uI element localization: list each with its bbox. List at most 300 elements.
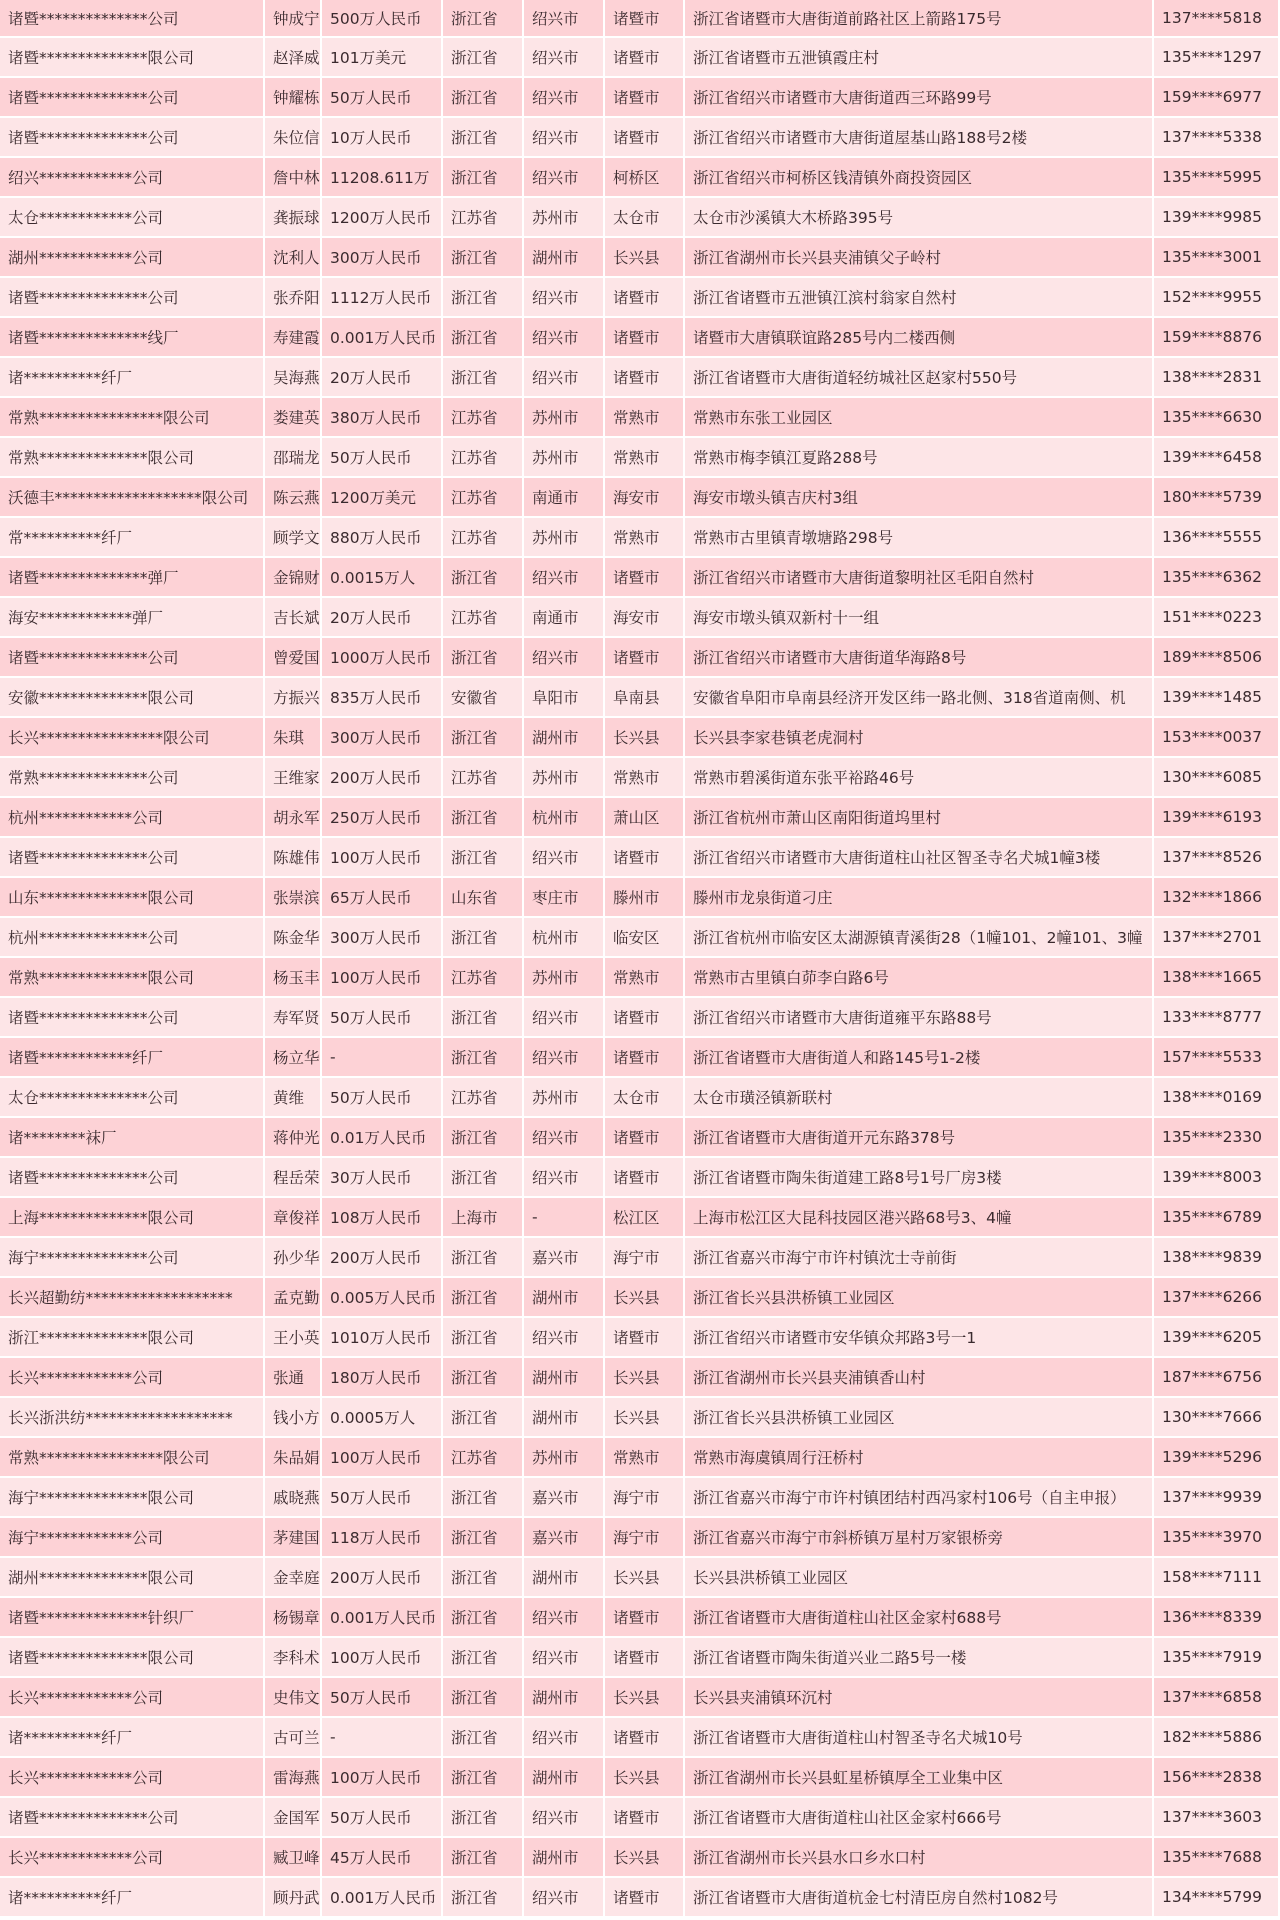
city-cell: 苏州市 bbox=[524, 958, 605, 998]
address-cell: 浙江省诸暨市大唐街道柱山村智圣寺名犬城10号 bbox=[685, 1718, 1154, 1758]
city-cell: 绍兴市 bbox=[524, 1118, 605, 1158]
district-cell: 常熟市 bbox=[605, 518, 685, 558]
company-name-cell: 诸暨**************公司 bbox=[0, 998, 265, 1038]
city-cell: 湖州市 bbox=[524, 1558, 605, 1598]
province-cell: 浙江省 bbox=[443, 1278, 524, 1318]
legal-person-cell: 雷海燕 bbox=[265, 1758, 322, 1798]
district-cell: 诸暨市 bbox=[605, 1598, 685, 1638]
province-cell: 江苏省 bbox=[443, 478, 524, 518]
registered-capital-cell: 100万人民币 bbox=[322, 1638, 443, 1678]
city-cell: 南通市 bbox=[524, 478, 605, 518]
company-name-cell: 诸暨**************线厂 bbox=[0, 318, 265, 358]
address-cell: 常熟市梅李镇江夏路288号 bbox=[685, 438, 1154, 478]
registered-capital-cell: 200万人民币 bbox=[322, 758, 443, 798]
legal-person-cell: 黄维 bbox=[265, 1078, 322, 1118]
registered-capital-cell: 45万人民币 bbox=[322, 1838, 443, 1878]
registered-capital-cell: 0.001万人民币 bbox=[322, 318, 443, 358]
province-cell: 浙江省 bbox=[443, 1878, 524, 1918]
city-cell: 绍兴市 bbox=[524, 118, 605, 158]
district-cell: 诸暨市 bbox=[605, 318, 685, 358]
address-cell: 浙江省诸暨市大唐街道轻纺城社区赵家村550号 bbox=[685, 358, 1154, 398]
registered-capital-cell: - bbox=[322, 1718, 443, 1758]
city-cell: 湖州市 bbox=[524, 1758, 605, 1798]
phone-cell: 138****9839 bbox=[1154, 1238, 1280, 1278]
district-cell: 长兴县 bbox=[605, 1358, 685, 1398]
company-name-cell: 常熟**************限公司 bbox=[0, 438, 265, 478]
district-cell: 常熟市 bbox=[605, 758, 685, 798]
legal-person-cell: 张通 bbox=[265, 1358, 322, 1398]
phone-cell: 139****5296 bbox=[1154, 1438, 1280, 1478]
province-cell: 浙江省 bbox=[443, 0, 524, 38]
city-cell: 绍兴市 bbox=[524, 558, 605, 598]
phone-cell: 135****6789 bbox=[1154, 1198, 1280, 1238]
legal-person-cell: 金锦财 bbox=[265, 558, 322, 598]
address-cell: 浙江省长兴县洪桥镇工业园区 bbox=[685, 1398, 1154, 1438]
company-name-cell: 常熟**************公司 bbox=[0, 758, 265, 798]
district-cell: 诸暨市 bbox=[605, 1118, 685, 1158]
registered-capital-cell: 200万人民币 bbox=[322, 1238, 443, 1278]
address-cell: 浙江省绍兴市诸暨市大唐街道华海路8号 bbox=[685, 638, 1154, 678]
address-cell: 浙江省诸暨市大唐街道人和路145号1-2楼 bbox=[685, 1038, 1154, 1078]
district-cell: 诸暨市 bbox=[605, 1798, 685, 1838]
company-name-cell: 诸**********纤厂 bbox=[0, 1718, 265, 1758]
district-cell: 诸暨市 bbox=[605, 1718, 685, 1758]
city-cell: 绍兴市 bbox=[524, 1038, 605, 1078]
company-name-cell: 山东**************限公司 bbox=[0, 878, 265, 918]
company-name-cell: 沃德丰*******************限公司 bbox=[0, 478, 265, 518]
table-row bbox=[0, 358, 1280, 398]
province-cell: 浙江省 bbox=[443, 998, 524, 1038]
table-row bbox=[0, 878, 1280, 918]
province-cell: 浙江省 bbox=[443, 1358, 524, 1398]
phone-cell: 137****8526 bbox=[1154, 838, 1280, 878]
company-name-cell: 诸暨**************公司 bbox=[0, 118, 265, 158]
legal-person-cell: 寿军贤 bbox=[265, 998, 322, 1038]
table-row bbox=[0, 158, 1280, 198]
company-name-cell: 诸暨**************公司 bbox=[0, 278, 265, 318]
company-name-cell: 诸********袜厂 bbox=[0, 1118, 265, 1158]
district-cell: 长兴县 bbox=[605, 238, 685, 278]
table-row bbox=[0, 1638, 1280, 1678]
legal-person-cell: 程岳荣 bbox=[265, 1158, 322, 1198]
table-row bbox=[0, 1438, 1280, 1478]
legal-person-cell: 詹中林 bbox=[265, 158, 322, 198]
address-cell: 浙江省嘉兴市海宁市许村镇团结村西冯家村106号（自主申报） bbox=[685, 1478, 1154, 1518]
province-cell: 浙江省 bbox=[443, 1798, 524, 1838]
district-cell: 长兴县 bbox=[605, 1398, 685, 1438]
company-name-cell: 上海**************限公司 bbox=[0, 1198, 265, 1238]
legal-person-cell: 李科术 bbox=[265, 1638, 322, 1678]
district-cell: 海宁市 bbox=[605, 1238, 685, 1278]
district-cell: 阜南县 bbox=[605, 678, 685, 718]
legal-person-cell: 史伟文 bbox=[265, 1678, 322, 1718]
phone-cell: 135****6362 bbox=[1154, 558, 1280, 598]
table-row bbox=[0, 1478, 1280, 1518]
city-cell: 绍兴市 bbox=[524, 1318, 605, 1358]
phone-cell: 132****1866 bbox=[1154, 878, 1280, 918]
phone-cell: 135****7688 bbox=[1154, 1838, 1280, 1878]
district-cell: 诸暨市 bbox=[605, 358, 685, 398]
registered-capital-cell: 0.01万人民币 bbox=[322, 1118, 443, 1158]
legal-person-cell: 顾学文 bbox=[265, 518, 322, 558]
province-cell: 浙江省 bbox=[443, 1478, 524, 1518]
address-cell: 浙江省湖州市长兴县水口乡水口村 bbox=[685, 1838, 1154, 1878]
table-row bbox=[0, 318, 1280, 358]
city-cell: 绍兴市 bbox=[524, 1158, 605, 1198]
city-cell: 南通市 bbox=[524, 598, 605, 638]
province-cell: 江苏省 bbox=[443, 438, 524, 478]
province-cell: 浙江省 bbox=[443, 1678, 524, 1718]
registered-capital-cell: 108万人民币 bbox=[322, 1198, 443, 1238]
province-cell: 浙江省 bbox=[443, 1158, 524, 1198]
district-cell: 海宁市 bbox=[605, 1478, 685, 1518]
registered-capital-cell: 300万人民币 bbox=[322, 718, 443, 758]
province-cell: 浙江省 bbox=[443, 38, 524, 78]
phone-cell: 152****9955 bbox=[1154, 278, 1280, 318]
phone-cell: 135****1297 bbox=[1154, 38, 1280, 78]
legal-person-cell: 邵瑞龙 bbox=[265, 438, 322, 478]
district-cell: 常熟市 bbox=[605, 958, 685, 998]
province-cell: 江苏省 bbox=[443, 518, 524, 558]
company-name-cell: 诸暨**************公司 bbox=[0, 638, 265, 678]
company-name-cell: 长兴****************限公司 bbox=[0, 718, 265, 758]
legal-person-cell: 吉长斌 bbox=[265, 598, 322, 638]
table-row bbox=[0, 1798, 1280, 1838]
legal-person-cell: 娄建英 bbox=[265, 398, 322, 438]
province-cell: 浙江省 bbox=[443, 718, 524, 758]
phone-cell: 130****6085 bbox=[1154, 758, 1280, 798]
table-row bbox=[0, 1718, 1280, 1758]
legal-person-cell: 朱位信 bbox=[265, 118, 322, 158]
address-cell: 浙江省诸暨市五泄镇江滨村翁家自然村 bbox=[685, 278, 1154, 318]
address-cell: 浙江省湖州市长兴县虹星桥镇厚全工业集中区 bbox=[685, 1758, 1154, 1798]
legal-person-cell: 臧卫峰 bbox=[265, 1838, 322, 1878]
table-row bbox=[0, 1078, 1280, 1118]
district-cell: 长兴县 bbox=[605, 1838, 685, 1878]
legal-person-cell: 蒋仲光 bbox=[265, 1118, 322, 1158]
province-cell: 浙江省 bbox=[443, 1838, 524, 1878]
company-name-cell: 绍兴************公司 bbox=[0, 158, 265, 198]
province-cell: 江苏省 bbox=[443, 1078, 524, 1118]
legal-person-cell: 钟成宁 bbox=[265, 0, 322, 38]
company-name-cell: 诸暨**************公司 bbox=[0, 1158, 265, 1198]
city-cell: - bbox=[524, 1198, 605, 1238]
company-name-cell: 长兴************公司 bbox=[0, 1678, 265, 1718]
table-row bbox=[0, 78, 1280, 118]
company-name-cell: 海安************弹厂 bbox=[0, 598, 265, 638]
district-cell: 诸暨市 bbox=[605, 0, 685, 38]
district-cell: 诸暨市 bbox=[605, 38, 685, 78]
address-cell: 浙江省嘉兴市海宁市斜桥镇万星村万家银桥旁 bbox=[685, 1518, 1154, 1558]
province-cell: 浙江省 bbox=[443, 1718, 524, 1758]
table-row bbox=[0, 1878, 1280, 1918]
phone-cell: 139****1485 bbox=[1154, 678, 1280, 718]
company-name-cell: 杭州**************公司 bbox=[0, 918, 265, 958]
district-cell: 常熟市 bbox=[605, 438, 685, 478]
registered-capital-cell: 300万人民币 bbox=[322, 238, 443, 278]
city-cell: 绍兴市 bbox=[524, 358, 605, 398]
address-cell: 浙江省杭州市萧山区南阳街道坞里村 bbox=[685, 798, 1154, 838]
company-name-cell: 诸**********纤厂 bbox=[0, 1878, 265, 1918]
address-cell: 浙江省绍兴市诸暨市安华镇众邦路3号一1 bbox=[685, 1318, 1154, 1358]
province-cell: 浙江省 bbox=[443, 318, 524, 358]
registered-capital-cell: 100万人民币 bbox=[322, 1758, 443, 1798]
phone-cell: 137****9939 bbox=[1154, 1478, 1280, 1518]
city-cell: 杭州市 bbox=[524, 798, 605, 838]
company-name-cell: 常熟****************限公司 bbox=[0, 1438, 265, 1478]
registered-capital-cell: 0.0005万人 bbox=[322, 1398, 443, 1438]
address-cell: 海安市墩头镇双新村十一组 bbox=[685, 598, 1154, 638]
phone-cell: 137****5818 bbox=[1154, 0, 1280, 38]
registered-capital-cell: 500万人民币 bbox=[322, 0, 443, 38]
registered-capital-cell: 50万人民币 bbox=[322, 438, 443, 478]
registered-capital-cell: 380万人民币 bbox=[322, 398, 443, 438]
company-name-cell: 长兴************公司 bbox=[0, 1838, 265, 1878]
registered-capital-cell: 50万人民币 bbox=[322, 1478, 443, 1518]
registered-capital-cell: 1200万人民币 bbox=[322, 198, 443, 238]
table-row bbox=[0, 478, 1280, 518]
legal-person-cell: 朱琪 bbox=[265, 718, 322, 758]
company-name-cell: 湖州**************限公司 bbox=[0, 1558, 265, 1598]
registered-capital-cell: 20万人民币 bbox=[322, 598, 443, 638]
company-name-cell: 诸暨************纤厂 bbox=[0, 1038, 265, 1078]
legal-person-cell: 曾爱国 bbox=[265, 638, 322, 678]
address-cell: 浙江省诸暨市陶朱街道兴业二路5号一楼 bbox=[685, 1638, 1154, 1678]
company-name-cell: 诸暨**************公司 bbox=[0, 78, 265, 118]
district-cell: 诸暨市 bbox=[605, 1158, 685, 1198]
table-row bbox=[0, 198, 1280, 238]
registered-capital-cell: 50万人民币 bbox=[322, 1798, 443, 1838]
registered-capital-cell: 100万人民币 bbox=[322, 1438, 443, 1478]
city-cell: 绍兴市 bbox=[524, 1798, 605, 1838]
legal-person-cell: 杨立华 bbox=[265, 1038, 322, 1078]
district-cell: 长兴县 bbox=[605, 718, 685, 758]
province-cell: 浙江省 bbox=[443, 918, 524, 958]
registered-capital-cell: 100万人民币 bbox=[322, 958, 443, 998]
city-cell: 湖州市 bbox=[524, 1278, 605, 1318]
address-cell: 常熟市古里镇白茆李白路6号 bbox=[685, 958, 1154, 998]
company-name-cell: 诸暨**************限公司 bbox=[0, 1638, 265, 1678]
company-name-cell: 常**********纤厂 bbox=[0, 518, 265, 558]
address-cell: 浙江省嘉兴市海宁市许村镇沈士寺前街 bbox=[685, 1238, 1154, 1278]
table-row bbox=[0, 518, 1280, 558]
city-cell: 枣庄市 bbox=[524, 878, 605, 918]
city-cell: 湖州市 bbox=[524, 238, 605, 278]
table-row bbox=[0, 1278, 1280, 1318]
company-name-cell: 诸暨**************弹厂 bbox=[0, 558, 265, 598]
city-cell: 绍兴市 bbox=[524, 278, 605, 318]
address-cell: 太仓市璜泾镇新联村 bbox=[685, 1078, 1154, 1118]
phone-cell: 138****2831 bbox=[1154, 358, 1280, 398]
address-cell: 太仓市沙溪镇大木桥路395号 bbox=[685, 198, 1154, 238]
address-cell: 长兴县洪桥镇工业园区 bbox=[685, 1558, 1154, 1598]
city-cell: 绍兴市 bbox=[524, 318, 605, 358]
phone-cell: 138****1665 bbox=[1154, 958, 1280, 998]
city-cell: 杭州市 bbox=[524, 918, 605, 958]
city-cell: 绍兴市 bbox=[524, 78, 605, 118]
table-row bbox=[0, 1198, 1280, 1238]
district-cell: 诸暨市 bbox=[605, 1318, 685, 1358]
address-cell: 浙江省诸暨市大唐街道开元东路378号 bbox=[685, 1118, 1154, 1158]
table-row bbox=[0, 1838, 1280, 1878]
province-cell: 浙江省 bbox=[443, 1558, 524, 1598]
company-name-cell: 长兴************公司 bbox=[0, 1358, 265, 1398]
company-name-cell: 太仓************公司 bbox=[0, 198, 265, 238]
registered-capital-cell: 835万人民币 bbox=[322, 678, 443, 718]
district-cell: 诸暨市 bbox=[605, 638, 685, 678]
address-cell: 长兴县李家巷镇老虎洞村 bbox=[685, 718, 1154, 758]
table-row bbox=[0, 1238, 1280, 1278]
address-cell: 常熟市东张工业园区 bbox=[685, 398, 1154, 438]
province-cell: 浙江省 bbox=[443, 118, 524, 158]
table-row bbox=[0, 1358, 1280, 1398]
district-cell: 长兴县 bbox=[605, 1278, 685, 1318]
phone-cell: 180****5739 bbox=[1154, 478, 1280, 518]
table-row bbox=[0, 118, 1280, 158]
registered-capital-cell: 0.001万人民币 bbox=[322, 1878, 443, 1918]
province-cell: 浙江省 bbox=[443, 1398, 524, 1438]
table-row bbox=[0, 718, 1280, 758]
phone-cell: 139****6205 bbox=[1154, 1318, 1280, 1358]
table-row bbox=[0, 1598, 1280, 1638]
company-name-cell: 海宁**************限公司 bbox=[0, 1478, 265, 1518]
legal-person-cell: 龚振球 bbox=[265, 198, 322, 238]
legal-person-cell: 金幸庭 bbox=[265, 1558, 322, 1598]
company-name-cell: 诸暨**************公司 bbox=[0, 1798, 265, 1838]
phone-cell: 136****5555 bbox=[1154, 518, 1280, 558]
province-cell: 浙江省 bbox=[443, 158, 524, 198]
city-cell: 嘉兴市 bbox=[524, 1478, 605, 1518]
province-cell: 浙江省 bbox=[443, 558, 524, 598]
company-name-cell: 海宁************公司 bbox=[0, 1518, 265, 1558]
district-cell: 太仓市 bbox=[605, 198, 685, 238]
table-row bbox=[0, 1758, 1280, 1798]
table-row bbox=[0, 958, 1280, 998]
province-cell: 浙江省 bbox=[443, 798, 524, 838]
phone-cell: 159****6977 bbox=[1154, 78, 1280, 118]
district-cell: 太仓市 bbox=[605, 1078, 685, 1118]
phone-cell: 157****5533 bbox=[1154, 1038, 1280, 1078]
registered-capital-cell: 100万人民币 bbox=[322, 838, 443, 878]
phone-cell: 136****8339 bbox=[1154, 1598, 1280, 1638]
table-row bbox=[0, 1678, 1280, 1718]
address-cell: 浙江省诸暨市陶朱街道建工路8号1号厂房3楼 bbox=[685, 1158, 1154, 1198]
table-row bbox=[0, 438, 1280, 478]
table-row bbox=[0, 758, 1280, 798]
company-name-cell: 常熟****************限公司 bbox=[0, 398, 265, 438]
legal-person-cell: 王维家 bbox=[265, 758, 322, 798]
registered-capital-cell: 65万人民币 bbox=[322, 878, 443, 918]
legal-person-cell: 顾丹武 bbox=[265, 1878, 322, 1918]
district-cell: 诸暨市 bbox=[605, 1038, 685, 1078]
province-cell: 浙江省 bbox=[443, 238, 524, 278]
phone-cell: 139****6458 bbox=[1154, 438, 1280, 478]
phone-cell: 135****2330 bbox=[1154, 1118, 1280, 1158]
company-name-cell: 长兴浙洪纺******************* bbox=[0, 1398, 265, 1438]
company-name-cell: 湖州************公司 bbox=[0, 238, 265, 278]
legal-person-cell: 章俊祥 bbox=[265, 1198, 322, 1238]
phone-cell: 137****2701 bbox=[1154, 918, 1280, 958]
city-cell: 湖州市 bbox=[524, 1358, 605, 1398]
province-cell: 江苏省 bbox=[443, 398, 524, 438]
province-cell: 浙江省 bbox=[443, 1038, 524, 1078]
district-cell: 海安市 bbox=[605, 598, 685, 638]
province-cell: 浙江省 bbox=[443, 1318, 524, 1358]
address-cell: 浙江省诸暨市五泄镇霞庄村 bbox=[685, 38, 1154, 78]
city-cell: 苏州市 bbox=[524, 398, 605, 438]
district-cell: 临安区 bbox=[605, 918, 685, 958]
address-cell: 浙江省诸暨市大唐街道杭金七村清臣房自然村1082号 bbox=[685, 1878, 1154, 1918]
address-cell: 浙江省诸暨市大唐街道柱山社区金家村688号 bbox=[685, 1598, 1154, 1638]
district-cell: 诸暨市 bbox=[605, 78, 685, 118]
district-cell: 诸暨市 bbox=[605, 838, 685, 878]
phone-cell: 159****8876 bbox=[1154, 318, 1280, 358]
registered-capital-cell: 1010万人民币 bbox=[322, 1318, 443, 1358]
phone-cell: 137****3603 bbox=[1154, 1798, 1280, 1838]
legal-person-cell: 张乔阳 bbox=[265, 278, 322, 318]
city-cell: 嘉兴市 bbox=[524, 1518, 605, 1558]
registered-capital-cell: 1112万人民币 bbox=[322, 278, 443, 318]
address-cell: 滕州市龙泉街道刁庄 bbox=[685, 878, 1154, 918]
table-row bbox=[0, 1518, 1280, 1558]
province-cell: 江苏省 bbox=[443, 958, 524, 998]
registered-capital-cell: 118万人民币 bbox=[322, 1518, 443, 1558]
registered-capital-cell: 0.005万人民币 bbox=[322, 1278, 443, 1318]
address-cell: 浙江省诸暨市大唐街道柱山社区金家村666号 bbox=[685, 1798, 1154, 1838]
legal-person-cell: 古可兰 bbox=[265, 1718, 322, 1758]
address-cell: 海安市墩头镇吉庆村3组 bbox=[685, 478, 1154, 518]
city-cell: 绍兴市 bbox=[524, 158, 605, 198]
company-name-cell: 浙江**************限公司 bbox=[0, 1318, 265, 1358]
legal-person-cell: 钱小方 bbox=[265, 1398, 322, 1438]
company-name-cell: 诸暨**************公司 bbox=[0, 838, 265, 878]
table-row bbox=[0, 798, 1280, 838]
district-cell: 常熟市 bbox=[605, 1438, 685, 1478]
city-cell: 苏州市 bbox=[524, 758, 605, 798]
city-cell: 湖州市 bbox=[524, 1678, 605, 1718]
table-row bbox=[0, 1158, 1280, 1198]
province-cell: 浙江省 bbox=[443, 638, 524, 678]
city-cell: 阜阳市 bbox=[524, 678, 605, 718]
legal-person-cell: 王小英 bbox=[265, 1318, 322, 1358]
registered-capital-cell: 20万人民币 bbox=[322, 358, 443, 398]
address-cell: 浙江省绍兴市诸暨市大唐街道雍平东路88号 bbox=[685, 998, 1154, 1038]
registered-capital-cell: 101万美元 bbox=[322, 38, 443, 78]
phone-cell: 134****5799 bbox=[1154, 1878, 1280, 1918]
legal-person-cell: 朱品娟 bbox=[265, 1438, 322, 1478]
legal-person-cell: 戚晓燕 bbox=[265, 1478, 322, 1518]
registered-capital-cell: 250万人民币 bbox=[322, 798, 443, 838]
city-cell: 湖州市 bbox=[524, 1838, 605, 1878]
registered-capital-cell: 300万人民币 bbox=[322, 918, 443, 958]
registered-capital-cell: 50万人民币 bbox=[322, 78, 443, 118]
legal-person-cell: 赵泽威 bbox=[265, 38, 322, 78]
city-cell: 嘉兴市 bbox=[524, 1238, 605, 1278]
address-cell: 浙江省湖州市长兴县夹浦镇父子岭村 bbox=[685, 238, 1154, 278]
phone-cell: 182****5886 bbox=[1154, 1718, 1280, 1758]
phone-cell: 153****0037 bbox=[1154, 718, 1280, 758]
city-cell: 苏州市 bbox=[524, 438, 605, 478]
city-cell: 绍兴市 bbox=[524, 838, 605, 878]
city-cell: 绍兴市 bbox=[524, 38, 605, 78]
registered-capital-cell: 30万人民币 bbox=[322, 1158, 443, 1198]
table-row bbox=[0, 278, 1280, 318]
company-name-cell: 长兴************公司 bbox=[0, 1758, 265, 1798]
city-cell: 绍兴市 bbox=[524, 1878, 605, 1918]
company-name-cell: 诸暨**************限公司 bbox=[0, 38, 265, 78]
city-cell: 绍兴市 bbox=[524, 1718, 605, 1758]
phone-cell: 135****5995 bbox=[1154, 158, 1280, 198]
